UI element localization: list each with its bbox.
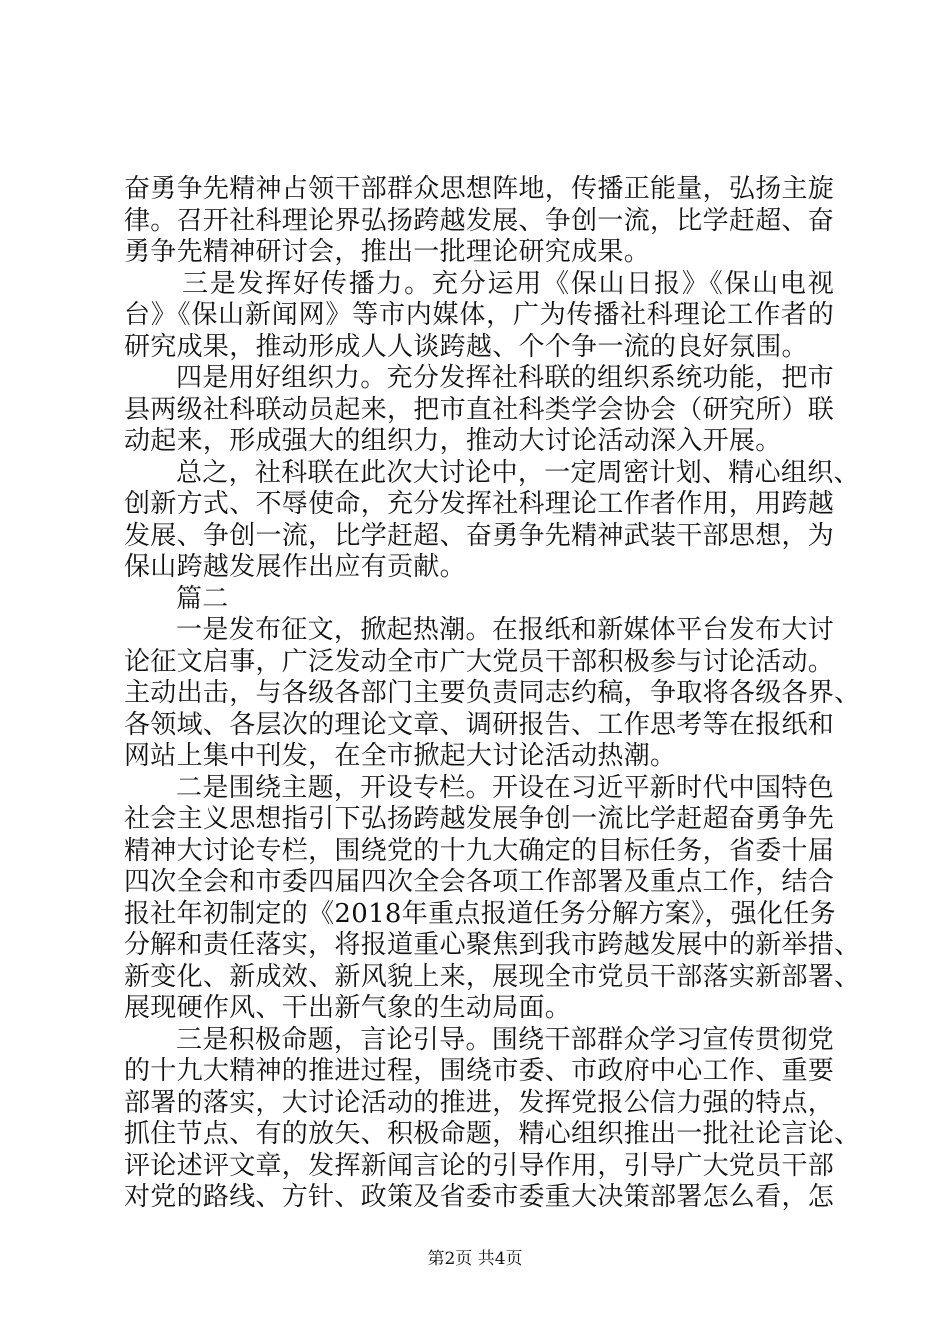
- text-line: 一是发布征文，掀起热潮。在报纸和新媒体平台发布大讨: [176, 615, 834, 645]
- text-line: 二是围绕主题，开设专栏。开设在习近平新时代中国特色: [176, 772, 834, 803]
- text-line: 的十九大精神的推进过程，围绕市委、市政府中心工作、重要: [124, 1056, 835, 1086]
- text-line: 对党的路线、方针、政策及省委市委重大决策部署怎么看，怎: [124, 1182, 835, 1212]
- text-line: 社会主义思想指引下弘扬跨越发展争创一流比学赶超奋勇争先: [124, 804, 835, 834]
- text-line: 奋勇争先精神占领干部群众思想阵地，传播正能量，弘扬主旋: [124, 174, 835, 204]
- document-body: [124, 174, 861, 1214]
- text-line: 台》《保山新闻网》等市内媒体，广为传播社科理论工作者的: [124, 300, 834, 330]
- text-line: 报社年初制定的《2018年重点报道任务分解方案》，强化任务: [124, 898, 836, 929]
- text-line: 评论述评文章，发挥新闻言论的引导作用，引导广大党员干部: [124, 1150, 835, 1181]
- text-line: 分解和责任落实，将报道重心聚焦到我市跨越发展中的新举措、: [124, 930, 861, 960]
- section-heading: 篇二: [176, 583, 229, 614]
- text-line: 总之，社科联在此次大讨论中，一定周密计划、精心组织、: [176, 457, 860, 488]
- text-line: 动起来，形成强大的组织力，推动大讨论活动深入开展。: [124, 426, 782, 456]
- text-line: 主动出击，与各级各部门主要负责同志约稿，争取将各级各界、: [124, 678, 861, 708]
- text-line: 展现硬作风、干出新气象的生动局面。: [124, 993, 572, 1023]
- text-line: 研究成果，推动形成人人谈跨越、个个争一流的良好氛围。: [124, 331, 808, 362]
- page-number-footer: 第2页 共4页: [427, 1249, 523, 1269]
- text-line: 抓住节点、有的放矢、积极命题，精心组织推出一批社论言论、: [124, 1119, 861, 1149]
- text-line: 四次全会和市委四届四次全会各项工作部署及重点工作，结合: [124, 867, 835, 897]
- text-line: 县两级社科联动员起来，把市直社科类学会协会（研究所）联: [124, 394, 835, 425]
- text-line: 保山跨越发展作出应有贡献。: [124, 552, 466, 582]
- text-line: 论征文启事，广泛发动全市广大党员干部积极参与讨论活动。: [124, 646, 835, 677]
- text-line: 创新方式、不辱使命，充分发挥社科理论工作者作用，用跨越: [124, 489, 835, 519]
- text-line: 网站上集中刊发，在全市掀起大讨论活动热潮。: [124, 741, 677, 771]
- text-line: 三是积极命题，言论引导。围绕干部群众学习宣传贯彻党: [176, 1024, 834, 1055]
- text-line: 勇争先精神研讨会，推出一批理论研究成果。: [124, 237, 651, 267]
- text-line: 新变化、新成效、新风貌上来，展现全市党员干部落实新部署、: [124, 961, 861, 992]
- text-line: 律。召开社科理论界弘扬跨越发展、争创一流，比学赶超、奋: [124, 205, 835, 236]
- text-line: 精神大讨论专栏，围绕党的十九大确定的目标任务，省委十届: [124, 835, 835, 866]
- text-line: 三是发挥好传播力。充分运用《保山日报》《保山电视: [182, 268, 834, 299]
- text-line: 各领域、各层次的理论文章、调研报告、工作思考等在报纸和: [124, 709, 835, 740]
- text-line: 部署的落实，大讨论活动的推进，发挥党报公信力强的特点，: [124, 1087, 835, 1118]
- text-line: 四是用好组织力。充分发挥社科联的组织系统功能，把市: [176, 363, 834, 393]
- text-line: 发展、争创一流，比学赶超、奋勇争先精神武装干部思想，为: [124, 520, 835, 551]
